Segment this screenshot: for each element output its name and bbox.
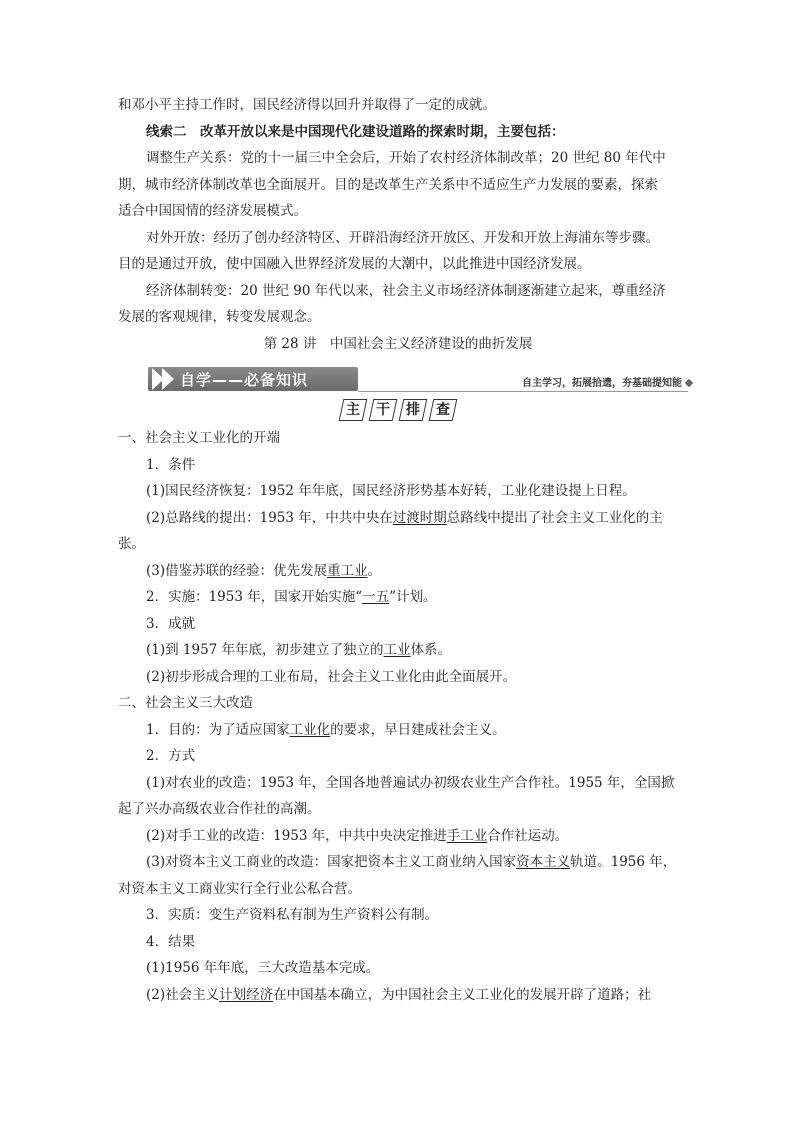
paragraph-line: 适合中国国情的经济发展模式。 [118,203,307,219]
paragraph-line [118,823,678,850]
underlined-term: 工业 [383,642,411,658]
underlined-term: 工业化 [289,721,331,738]
tag-gan [369,399,398,421]
paragraph-line: 和邓小平主持工作时，国民经济得以回升并取得了一定的成就。 [118,97,496,113]
underlined-term: 重工业 [327,562,368,579]
paragraph-line: 起了兴办高级农业合作社的高潮。 [118,801,321,817]
banner-divider [358,391,688,392]
tag-label: 排 [406,402,420,418]
section-banner [118,361,682,393]
paragraph-line: 调整生产关系：党的十一届三中全会后，开始了农村经济体制改革；20 世纪 80 年代中 [146,150,666,166]
subheading: 2．方式 [146,748,196,764]
paragraph-line: 张。 [118,536,145,552]
text-run: (2)总路线的提出：1953 年，中共中央在 [146,509,393,526]
tag-label: 主 [346,402,360,418]
paragraph-line: 对外开放：经历了创办经济特区、开辟沿海经济开放区、开发和开放上海浦东等步骤。 [146,229,659,246]
text-run: (1)到 1957 年年底，初步建立了独立的 [146,642,384,658]
underlined-term: 计划经济 [219,986,274,1003]
paragraph-line: 经济体制转变：20 世纪 90 年代以来，社会主义市场经济体制逐渐建立起来，尊重经济 [146,282,666,299]
text-run: (3)对资本主义工商业的改造：国家把资本主义工商业纳入国家 [146,854,517,870]
banner-title: 自学——必备知识 [180,371,309,389]
paragraph-line: (1)对农业的改造：1953 年，全国各地普遍试办初级农业生产合作社。1955 年，全国掀 [146,774,675,791]
document-page [118,92,682,1008]
subheading: 3．成就 [146,615,196,632]
text-run: 合作社运动。 [487,827,569,844]
review-tags [118,399,678,421]
paragraph-line [118,584,678,611]
clue-two-text: 线索二 改革开放以来是中国现代化建设道路的探索时期，主要包括： [146,123,565,140]
tag-pai [399,399,428,421]
underlined-term: 过渡时期 [392,509,447,526]
text-run: 2．实施：1953 年，国家开始实施“ [146,589,363,605]
text-run: 在中国基本确立，为中国社会主义工业化的发展开辟了道路；社 [273,986,652,1003]
text-run: (2)社会主义 [146,986,220,1003]
paragraph-line [118,982,678,1009]
subheading: 4．结果 [146,933,196,950]
tag-label: 干 [376,402,390,418]
section-heading: 一、社会主义工业化的开端 [118,430,280,446]
text-run: 总路线中提出了社会主义工业化的主 [446,509,663,526]
tag-zhu [339,399,368,421]
text-run: 体系。 [410,642,452,658]
tag-cha [429,399,458,421]
text-run: (2)对手工业的改造：1953 年，中共中央决定推进 [146,827,447,844]
banner-slogan [522,374,692,389]
paragraph-line: 3．实质：变生产资料私有制为生产资料公有制。 [146,907,439,923]
clue-two-heading [118,119,678,146]
text-run: 。 [367,562,382,579]
paragraph-line: 期，城市经济体制改革也全面展开。目的是改革生产关系中不适应生产力发展的要素，探索 [118,176,658,193]
paragraph-line: (2)初步形成合理的工业布局，社会主义工业化由此全面展开。 [146,668,517,685]
paragraph-line: (1)国民经济恢复：1952 年年底，国民经济形势基本好转，工业化建设提上日程。 [146,483,636,499]
diamond-icon [685,379,693,387]
paragraph-line [118,637,678,664]
paragraph-line: (1)1956 年年底，三大改造基本完成。 [146,960,380,976]
underlined-term: 一五 [362,589,390,605]
paragraph-line: 对资本主义工商业实行全行业公私合营。 [118,880,361,897]
section-heading: 二、社会主义三大改造 [118,695,253,711]
banner-slogan-text: 自主学习，拓展拾遗，夯基础提知能 [522,378,682,389]
paragraph-line: 目的是通过开放，使中国融入世界经济发展的大潮中，以此推进中国经济发展。 [118,256,591,272]
lesson-title: 第 28 讲 中国社会主义经济建设的曲折发展 [263,335,533,352]
text-run: ”计划。 [389,589,437,605]
text-run: 轨道。1956 年， [570,854,677,870]
underlined-term: 手工业 [446,827,488,844]
paragraph-line [118,849,678,876]
tag-label: 查 [436,402,450,418]
paragraph-line [118,558,678,585]
paragraph-line [118,505,678,532]
text-run: 1．目的：为了适应国家 [146,721,290,738]
text-run: 的要求，早日建成社会主义。 [330,721,506,738]
paragraph-line [118,717,678,744]
paragraph-line: 发展的客观规律，转变发展观念。 [118,309,321,325]
underlined-term: 资本主义 [516,854,571,870]
subheading: 1．条件 [146,456,196,473]
text-run: (3)借鉴苏联的经验：优先发展 [146,562,328,579]
chevron-right-icon [162,368,174,390]
